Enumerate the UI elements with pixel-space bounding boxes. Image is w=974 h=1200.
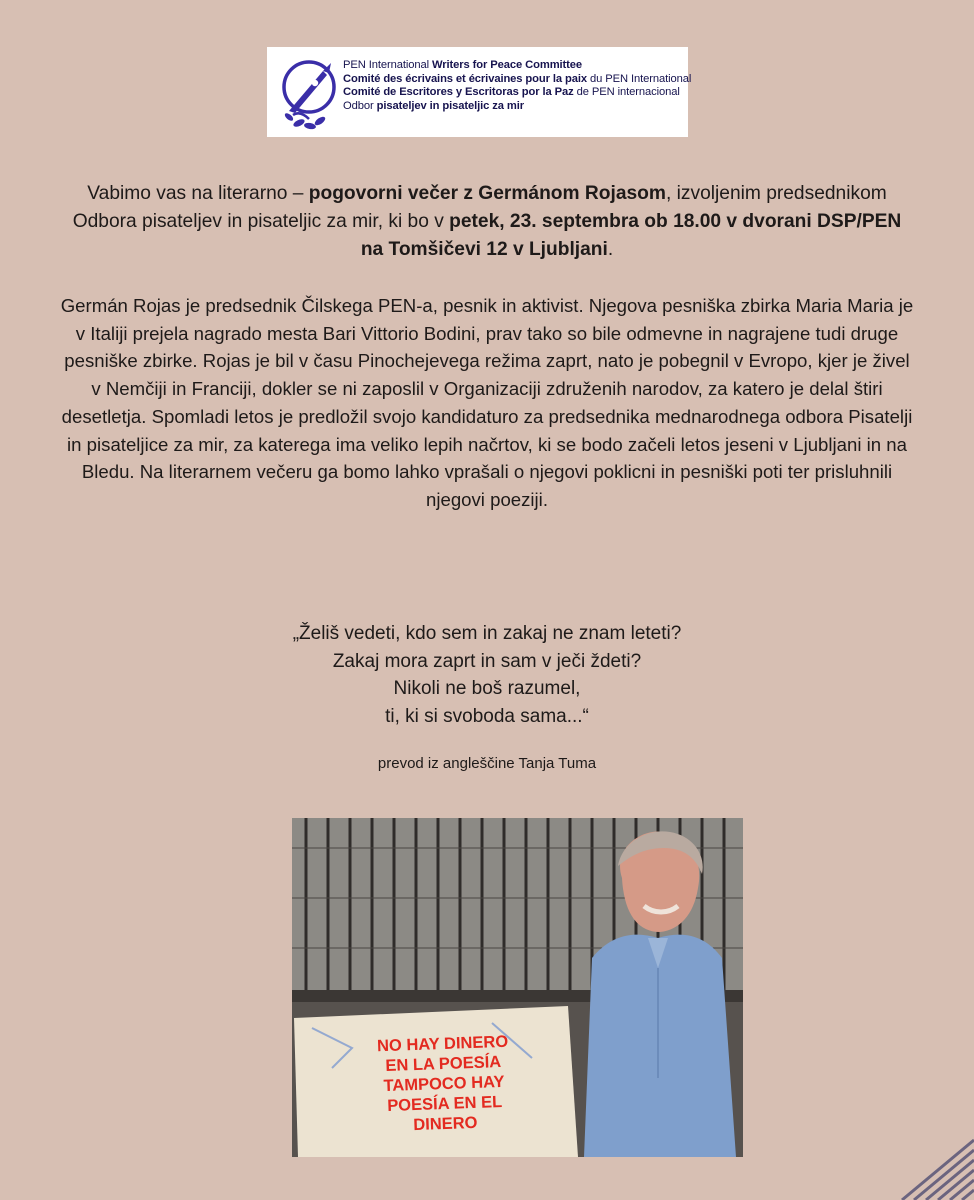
invitation-text: Vabimo vas na literarno – pogovorni večer z Germánom Rojasom, izvoljenim predsednikom Odbora pisateljev in pisateljic za mir, ki bo v petek, 23. septembra ob 18.00 v dvorani DSP/PEN na Tomšičevi 12 v Ljubljani. (72, 183, 902, 260)
logo-line-4: Odbor pisateljev in pisateljic za mir (343, 99, 524, 112)
logo-text (343, 59, 692, 113)
pen-nib-dove-icon (279, 53, 341, 133)
diagonal-stripes-decoration (888, 1138, 974, 1200)
logo-line-1: PEN International Writers for Peace Committee (343, 59, 583, 71)
poem-line: Nikoli ne boš razumel, (393, 678, 581, 699)
logo-line-2: Comité des écrivains et écrivaines pour la paix du PEN International (343, 72, 692, 85)
protest-sign-text: NO HAY DINERO EN LA POESÍA TAMPOCO HAY POESÍA EN EL DINERO (376, 1032, 509, 1135)
logo-line-3: Comité de Escritores y Escritoras por la Paz de PEN internacional (343, 86, 680, 98)
author-photo (292, 818, 743, 1157)
poem-line: „Želiš vedeti, kdo sem in zakaj ne znam leteti? (292, 623, 682, 644)
translation-credit: prevod iz angleščine Tanja Tuma (377, 755, 597, 772)
poem-line: Zakaj mora zaprt in sam v ječi ždeti? (332, 650, 642, 672)
pen-logo-banner (267, 47, 692, 137)
poem-line: ti, ki si svoboda sama...“ (385, 705, 589, 727)
biography-text: Germán Rojas je predsednik Čilskega PEN-a, pesnik in aktivist. Njegova pesniška zbirka Maria Maria je v Italiji prejela nagrado mesta Bari Vittorio Bodini, prav tako so bile odmevne in nagrajene tudi druge pesniške zbirke. Rojas je bil v času Pinochejevega režima zaprt, nato je pobegnil v Evropo, kjer je živel v Nemčiji in Franciji, dokler se ni zaposlil v Organizaciji združenih narodov, za katero je delal štiri desetletja. Spomladi letos je predložil svojo kandidaturo za predsednika mednarodnega odbora Pisatelji in pisateljice za mir, za katerega ima veliko lepih načrtov, ki se bodo začeli letos jeseni v Ljubljani in na Bledu. Na literarnem večeru ga bomo lahko vprašali o njegovi poklicni in pesniški poti ter prisluhnili njegovi poeziji. (60, 295, 914, 510)
poem-quote (180, 620, 794, 730)
